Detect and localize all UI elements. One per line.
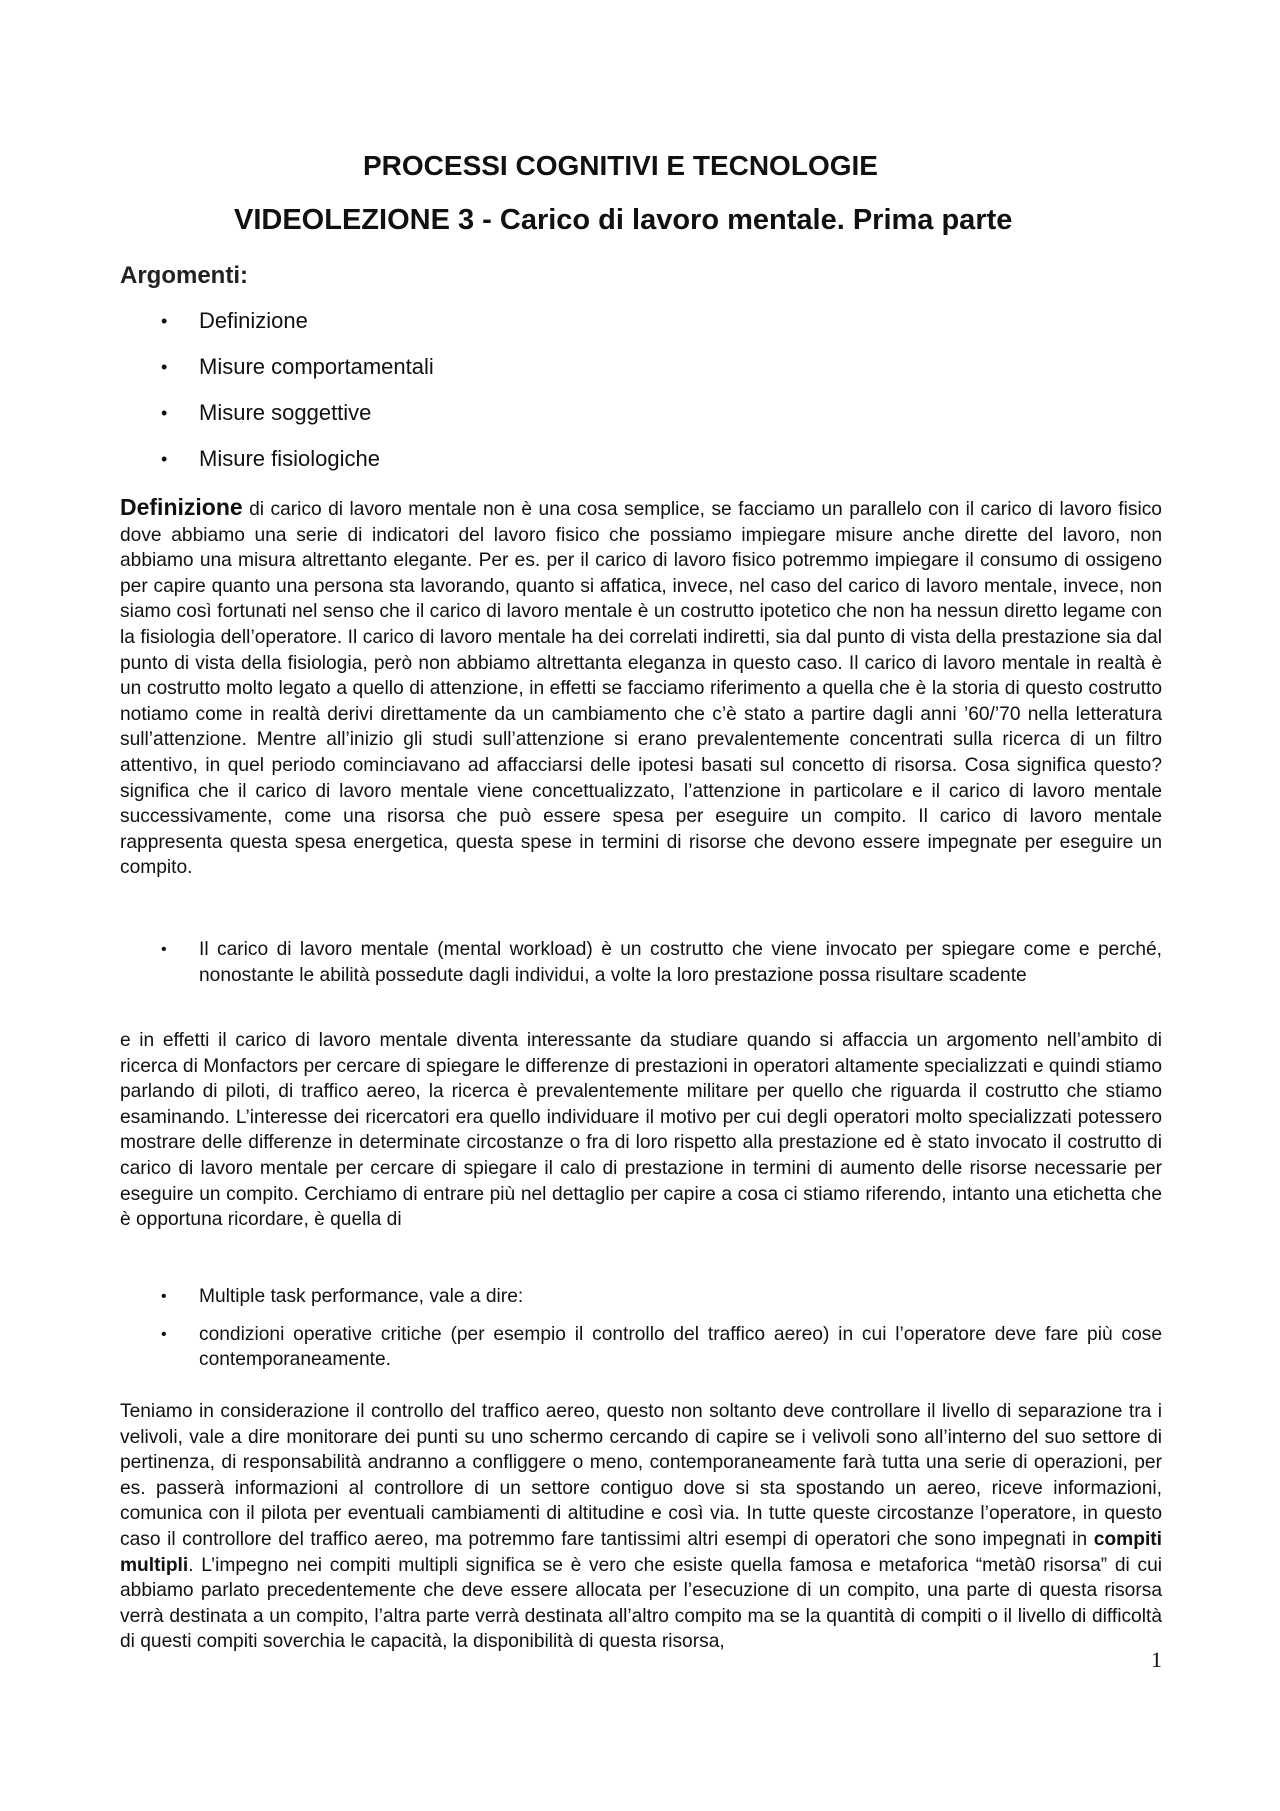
document-subtitle: VIDEOLEZIONE 3 - Carico di lavoro mentale. Prima parte <box>234 204 1013 236</box>
page-number: 1 <box>1151 1647 1162 1672</box>
topics-heading: Argomenti: <box>120 262 248 289</box>
bold-term: compiti multipli <box>120 1528 1162 1576</box>
paragraph-text: . L’impegno nei compiti multipli significa se è vero che esiste quella famosa e metaforica “metà0 risorsa” di cui abbiamo parlato precedentemente che deve essere allocata per l’esecuzione di un compito, una parte di questa risorsa verrà destinata a un compito, l’altra parte verrà destinata all’altro compito ma se la quantità di compiti o il livello di difficoltà di questi compiti soverchia le capacità, la disponibilità di questa risorsa, <box>120 1554 1162 1653</box>
document-title: PROCESSI COGNITIVI E TECNOLOGIE <box>363 150 878 181</box>
workload-bullet-list <box>120 937 1162 1000</box>
list-item: • Misure soggettive <box>120 397 434 443</box>
list-item: • Il carico di lavoro mentale (mental workload) è un costrutto che viene invocato per spiegare come e perché, nonostante le abilità possedute dagli individui, a volte la loro prestazione possa risultare scadente <box>120 937 1162 988</box>
topics-list <box>120 305 434 489</box>
paragraph-text: Teniamo in considerazione il controllo del traffico aereo, questo non soltanto deve controllare il livello di separazione tra i velivoli, vale a dire monitorare dei punti su uno schermo cercando di capire se i velivoli sono all’interno del suo settore di pertinenza, di responsabilità andranno a confliggere o meno, contemporaneamente farà tutta una serie di operazioni, per es. passerà informazioni al controllore di un settore contiguo dove si sta spostando un aereo, riceve informazioni, comunica con il pilota per eventuali cambiamenti di altitudine e così via. In tutte queste circostanze l’operatore, in questo caso il controllore del traffico aereo, ma potremmo fare tantissimi altri esempi di operatori che sono impegnati in <box>120 1401 1162 1550</box>
list-item: • condizioni operative critiche (per esempio il controllo del traffico aereo) in cui l’operatore deve fare più cose contemporaneamente. <box>120 1322 1162 1373</box>
definition-lead: Definizione <box>120 494 243 520</box>
list-item: • Multiple task performance, vale a dire: <box>120 1284 1162 1310</box>
list-item: • Misure comportamentali <box>120 351 434 397</box>
paragraph-3 <box>120 1399 1162 1655</box>
paragraph-text: di carico di lavoro mentale non è una cosa semplice, se facciamo un parallelo con il carico di lavoro fisico dove abbiamo una serie di indicatori del lavoro fisico che possiamo impiegare misure anche dirette del lavoro, non abbiamo una misura altrettanto elegante. Per es. per il carico di lavoro fisico potremmo impiegare il consumo di ossigeno per capire quanto una persona sta lavorando, quanto si affatica, invece, nel caso del carico di lavoro mentale, invece, non siamo così fortunati nel senso che il carico di lavoro mentale è un costrutto ipotetico che non ha nessun diretto legame con la fisiologia dell’operatore. Il carico di lavoro mentale ha dei correlati indiretti, sia dal punto di vista della prestazione sia dal punto di vista della fisiologia, però non abbiamo altrettanta eleganza in questo caso. Il carico di lavoro mentale in realtà è un costrutto molto legato a quello di attenzione, in effetti se facciamo riferimento a quella che è la storia di questo costrutto notiamo come in realtà derivi direttamente da un cambiamento che c’è stato a partire dagli anni ’60/’70 nella letteratura sull’attenzione. Mentre all’inizio gli studi sull’attenzione si erano prevalentemente concentrati sulla ricerca di un filtro attentivo, in quel periodo cominciavano ad affacciarsi delle ipotesi basati sul concetto di risorsa. Cosa significa questo? significa che il carico di lavoro mentale viene concettualizzato, l’attenzione in particolare e il carico di lavoro mentale successivamente, come una risorsa che può essere spesa per eseguire un compito. Il carico di lavoro mentale rappresenta questa spesa energetica, questa spese in termini di risorse che devono essere impegnate per eseguire un compito. <box>120 499 1162 879</box>
paragraph-2: e in effetti il carico di lavoro mentale diventa interessante da studiare quando si affaccia un argomento nell’ambito di ricerca di Monfactors per cercare di spiegare le differenze di prestazioni in operatori altamente specializzati e quindi stiamo parlando di piloti, di traffico aereo, la ricerca è prevalentemente militare per quello che riguarda il costrutto che stiamo esaminando. L’interesse dei ricercatori era quello individuare il motivo per cui degli operatori molto specializzati potessero mostrare delle differenze in determinate circostanze o fra di loro rispetto alla prestazione ed è stato invocato il costrutto di carico di lavoro mentale per cercare di spiegare il calo di prestazione in termini di aumento delle risorse necessarie per eseguire un compito. Cerchiamo di entrare più nel dettaglio per capire a cosa ci stiamo riferendo, intanto una etichetta che è opportuna ricordare, è quella di <box>120 1030 1162 1231</box>
list-item: • Definizione <box>120 305 434 351</box>
list-item: • Misure fisiologiche <box>120 443 434 489</box>
definition-paragraph <box>120 495 1162 881</box>
task-bullet-list <box>120 1284 1162 1385</box>
